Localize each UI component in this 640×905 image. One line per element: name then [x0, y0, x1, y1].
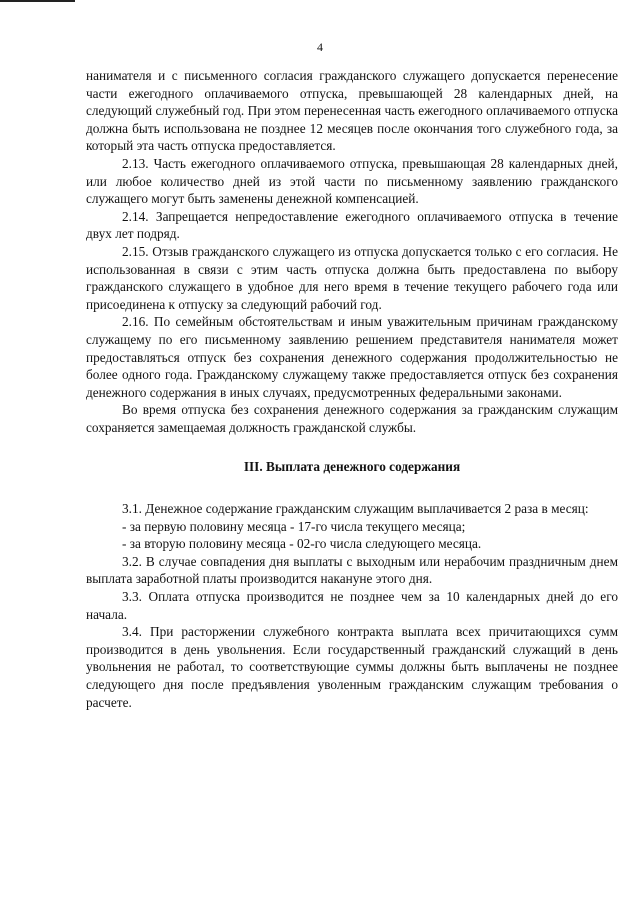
document-body: [86, 67, 618, 711]
paragraph-3-2: 3.2. В случае совпадения дня выплаты с выходным или нерабочим праздничным днем выплата заработной платы производится накануне этого дня.: [86, 553, 618, 587]
section-heading: III. Выплата денежного содержания: [243, 459, 461, 475]
paragraph-2-15: 2.15. Отзыв гражданского служащего из отпуска допускается только с его согласия. Не использованная в связи с этим часть отпуска должна быть предоставлена по выбору гражданского служащего в удобное для него время в течение текущего рабочего года или присоединена к отпуску за следующий рабочий год.: [86, 243, 618, 312]
paragraph-3-3: 3.3. Оплата отпуска производится не позднее чем за 10 календарных дней до его начала.: [86, 589, 618, 622]
paragraph-2-13: 2.13. Часть ежегодного оплачиваемого отпуска, превышающая 28 календарных дней, или любое количество дней из этой части по письменному заявлению гражданского служащего могут быть заменены денежной компенсацией.: [86, 155, 618, 207]
list-item-first-half: - за первую половину месяца - 17-го числа текущего месяца;: [122, 518, 466, 534]
paragraph-continued: нанимателя и с письменного согласия гражданского служащего допускается перенесение части ежегодного оплачиваемого отпуска, превышающей 28 календарных дней, на следующий служебный год. При этом перенесенная часть ежегодного оплачиваемого отпуска должна быть использована не позднее 12 месяцев после окончания того служебного года, за который эта часть отпуска предоставляется.: [86, 68, 618, 154]
list-item-second-half: - за вторую половину месяца - 02-го числа следующего месяца.: [122, 536, 482, 552]
paragraph-3-1: 3.1. Денежное содержание гражданским служащим выплачивается 2 раза в месяц:: [122, 501, 589, 517]
top-rule: [0, 0, 75, 2]
paragraph-2-16: 2.16. По семейным обстоятельствам и иным уважительным причинам гражданскому служащему по его письменному заявлению решением представителя нанимателя может предоставляться отпуск без сохранения денежного содержания продолжительностью не более одного года. Гражданскому служащему также предоставляется отпуск без сохранения денежного содержания в иных случаях, предусмотренных федеральными законами.: [86, 314, 618, 400]
paragraph-3-4: 3.4. При расторжении служебного контракта выплата всех причитающихся сумм производится в день увольнения. Если государственный гражданский служащий в день увольнения не работал, то соответствующие суммы должны быть выплачены не позднее следующего дня после предъявления уволенным гражданским служащим требования о расчете.: [86, 624, 618, 710]
paragraph-leave-note: Во время отпуска без сохранения денежного содержания за гражданским служащим сохраняется замещаемая должность гражданской службы.: [86, 402, 618, 435]
paragraph-2-14: 2.14. Запрещается непредоставление ежегодного оплачиваемого отпуска в течение двух лет подряд.: [86, 208, 618, 242]
page-number: 4: [317, 40, 323, 54]
